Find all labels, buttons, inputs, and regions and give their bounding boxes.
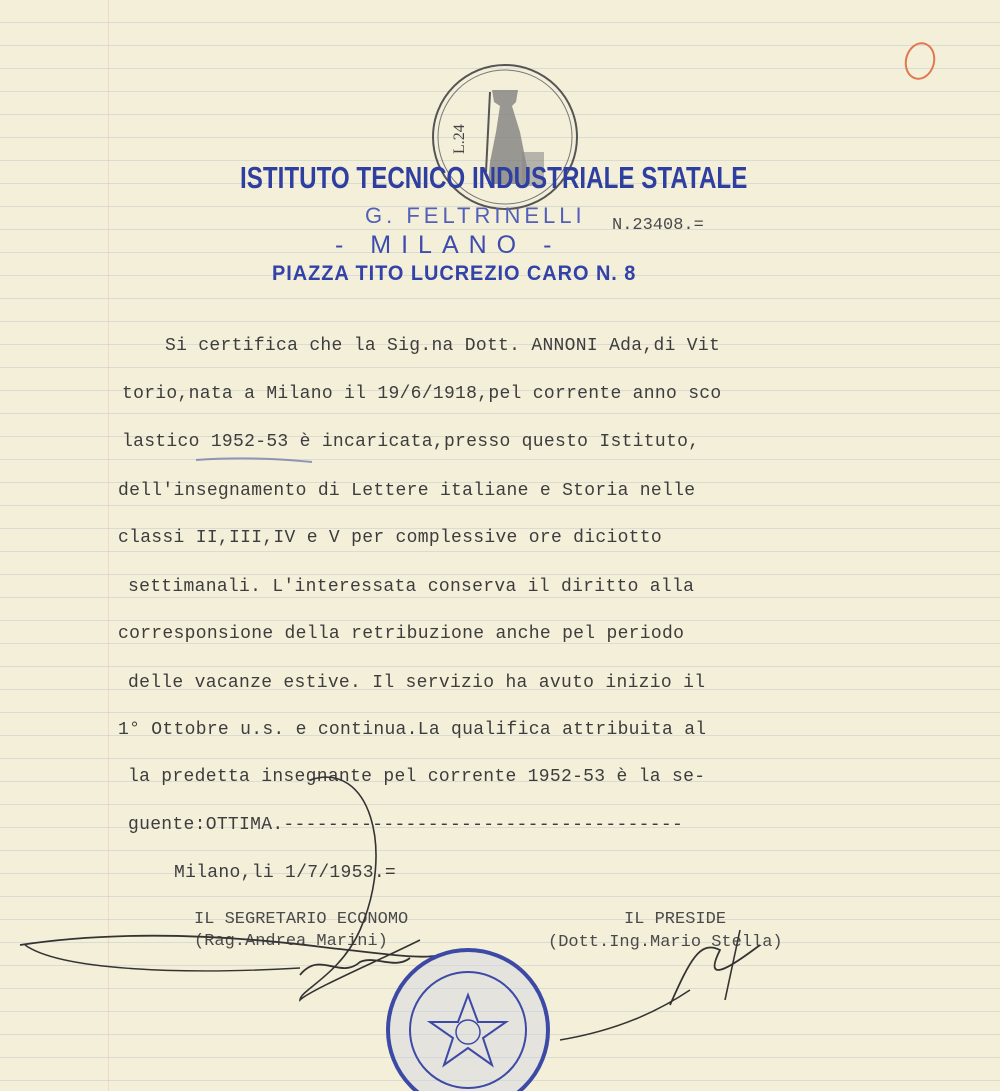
school-stamp-line-3: - MILANO -: [335, 231, 562, 259]
stamp-value: L.24: [451, 124, 468, 154]
body-line: lastico 1952-53 è incaricata,presso questo Istituto,: [122, 432, 700, 452]
right-signer-title: IL PRESIDE: [624, 910, 727, 929]
school-stamp-line-4: PIAZZA TITO LUCREZIO CARO N. 8: [272, 262, 637, 285]
body-line: Si certifica che la Sig.na Dott. ANNONI Ada,di Vit: [165, 336, 721, 356]
body-line: torio,nata a Milano il 19/6/1918,pel corrente anno sco: [122, 384, 722, 404]
left-signer-title: IL SEGRETARIO ECONOMO: [194, 910, 409, 929]
left-signer-name: (Rag.Andrea Marini): [194, 932, 388, 951]
official-seal-icon: [378, 940, 558, 1091]
body-line: settimanali. L'interessata conserva il diritto alla: [128, 577, 695, 597]
body-line: 1° Ottobre u.s. e continua.La qualifica attribuita al: [118, 720, 707, 740]
body-line: guente:OTTIMA.------------------------------------: [128, 815, 684, 835]
body-line: classi II,III,IV e V per complessive ore diciotto: [118, 528, 662, 548]
body-line: corresponsione della retribuzione anche pel periodo: [118, 624, 685, 644]
handwritten-zero-mark: [901, 39, 939, 83]
school-stamp-line-2: G. FELTRINELLI: [365, 203, 586, 228]
date-line: Milano,li 1/7/1953.=: [174, 863, 397, 883]
body-line: la predetta insegnante pel corrente 1952-53 è la se-: [128, 767, 706, 787]
body-line: delle vacanze estive. Il servizio ha avuto inizio il: [128, 673, 706, 693]
protocol-number: N.23408.=: [612, 216, 704, 235]
body-line: dell'insegnamento di Lettere italiane e Storia nelle: [118, 481, 696, 501]
right-signer-name: (Dott.Ing.Mario Stella): [548, 933, 783, 952]
school-stamp-line-1: ISTITUTO TECNICO INDUSTRIALE STATALE: [240, 160, 748, 195]
